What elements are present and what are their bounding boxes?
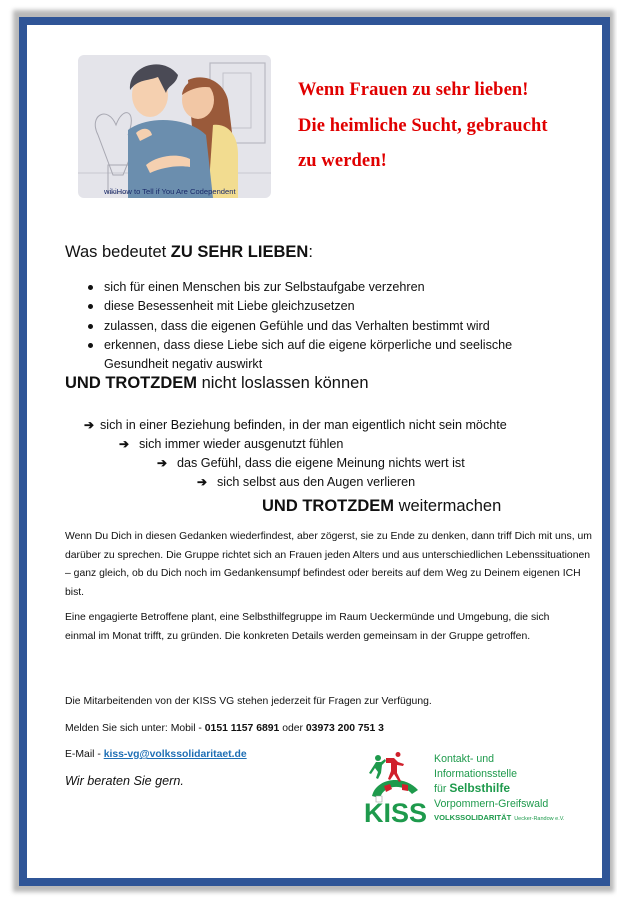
conclusion-rest: weitermachen: [393, 497, 502, 515]
logo-line-3-prefix: für: [434, 783, 450, 796]
definition-heading: [65, 243, 313, 262]
bullet-icon: [88, 285, 93, 290]
paragraph-group-info: Eine engagierte Betroffene plant, eine Selbsthilfegruppe im Raum Ueckermünde und Umgebung, die sich einmal im Monat trifft, zu gründen. Die konkreten Details werden gemeinsam in der Gruppe getroffen.: [65, 612, 550, 642]
bullet-icon: [88, 343, 93, 348]
image-caption: wikiHow to Tell if You Are Codependent: [104, 187, 236, 196]
list-item: [88, 297, 578, 316]
arrow-right-icon: ➔: [197, 475, 208, 489]
definition-heading-prefix: Was bedeutet: [65, 243, 171, 261]
definition-bullet-list: [88, 278, 578, 374]
phone-landline[interactable]: 03973 200 751 3: [305, 723, 384, 734]
phone-or: oder: [279, 723, 306, 734]
arrow-right-icon: ➔: [84, 418, 95, 432]
list-item-text: diese Besessenheit mit Liebe gleichzusetzen: [104, 299, 355, 314]
title-line-3: zu werden!: [298, 151, 387, 171]
staff-note: Die Mitarbeitenden von der KISS VG stehen jederzeit für Fragen zur Verfügung.: [65, 696, 432, 707]
bullet-icon: [88, 304, 93, 309]
definition-heading-bold: ZU SEHR LIEBEN: [170, 243, 309, 261]
list-item-text: erkennen, dass diese Liebe sich auf die eigene körperliche und seelische Gesundheit negativ auswirkt: [104, 337, 513, 372]
title-line-1: Wenn Frauen zu sehr lieben!: [298, 80, 529, 100]
title-line-2: Die heimliche Sucht, gebraucht: [298, 116, 548, 136]
arrow-item-text: sich in einer Beziehung befinden, in der man eigentlich nicht sein möchte: [100, 418, 507, 432]
header-illustration: [78, 55, 271, 198]
logo-line-2: Informationsstelle: [434, 767, 518, 780]
phone-prefix: Melden Sie sich unter: Mobil -: [65, 723, 205, 734]
conclusion-rest: nicht loslassen können: [196, 374, 369, 392]
arrow-item-text: sich selbst aus den Augen verlieren: [217, 475, 416, 489]
paragraph-invitation: Wenn Du Dich in diesen Gedanken wiederfindest, aber zögerst, sie zu Ende zu denken, dann triff Dich mit uns, um darüber zu sprechen. Die Gruppe richtet sich an Frauen jeden Alters und aus unterschiedlichen Lebenssituationen – ganz gleich, ob du Dich noch im Gedankensumpf befindest oder bereits auf dem Weg zu Deinem eigenen ICH bist.: [65, 531, 592, 598]
conclusion-bold: UND TROTZDEM: [65, 374, 197, 392]
logo-line-4: Vorpommern-Greifswald: [434, 797, 549, 810]
logo-line-3-bold: Selbsthilfe: [449, 781, 510, 796]
arrow-item-text: das Gefühl, dass die eigene Meinung nichts wert ist: [177, 456, 465, 470]
email-link[interactable]: kiss-vg@volkssolidaritaet.de: [103, 749, 247, 760]
definition-conclusion: [65, 374, 369, 393]
org-name: VOLKSSOLIDARITÄT: [434, 813, 512, 822]
arrow-item-3: [157, 456, 465, 470]
closing-text: Wir beraten Sie gern.: [65, 774, 184, 788]
conclusion-bold: UND TROTZDEM: [262, 497, 394, 515]
arrow-item-1: [84, 418, 507, 432]
logo-line-1: Kontakt- und: [434, 753, 495, 765]
kiss-logo-icon: [362, 752, 434, 804]
email-prefix: E-Mail -: [65, 749, 104, 760]
arrow-item-4: [197, 475, 415, 489]
list-item-text: sich für einen Menschen bis zur Selbstaufgabe verzehren: [104, 280, 425, 294]
couple-illustration-icon: [78, 55, 271, 198]
logo-line-3: [434, 781, 548, 797]
email-line: [65, 749, 247, 760]
list-item-text: zulassen, dass die eigenen Gefühle und das Verhalten bestimmt wird: [104, 318, 490, 333]
arrows-conclusion: [262, 497, 501, 516]
volkssolidaritaet-label: [434, 813, 564, 822]
arrow-item-text: sich immer wieder ausgenutzt fühlen: [139, 437, 344, 451]
arrow-right-icon: ➔: [119, 437, 130, 451]
list-item: [88, 317, 578, 336]
definition-heading-suffix: :: [308, 243, 313, 261]
org-sub: Uecker-Randow e.V.: [514, 816, 565, 822]
phone-line: [65, 723, 384, 734]
kiss-logo: [362, 752, 565, 832]
arrow-right-icon: ➔: [157, 456, 168, 470]
logo-text: [434, 752, 548, 811]
bullet-icon: [88, 324, 93, 329]
kiss-wordmark: KISS: [364, 798, 428, 828]
list-item: [88, 278, 578, 297]
arrow-item-2: [119, 437, 343, 451]
phone-mobile[interactable]: 0151 1157 6891: [204, 723, 280, 734]
list-item: [88, 336, 574, 375]
